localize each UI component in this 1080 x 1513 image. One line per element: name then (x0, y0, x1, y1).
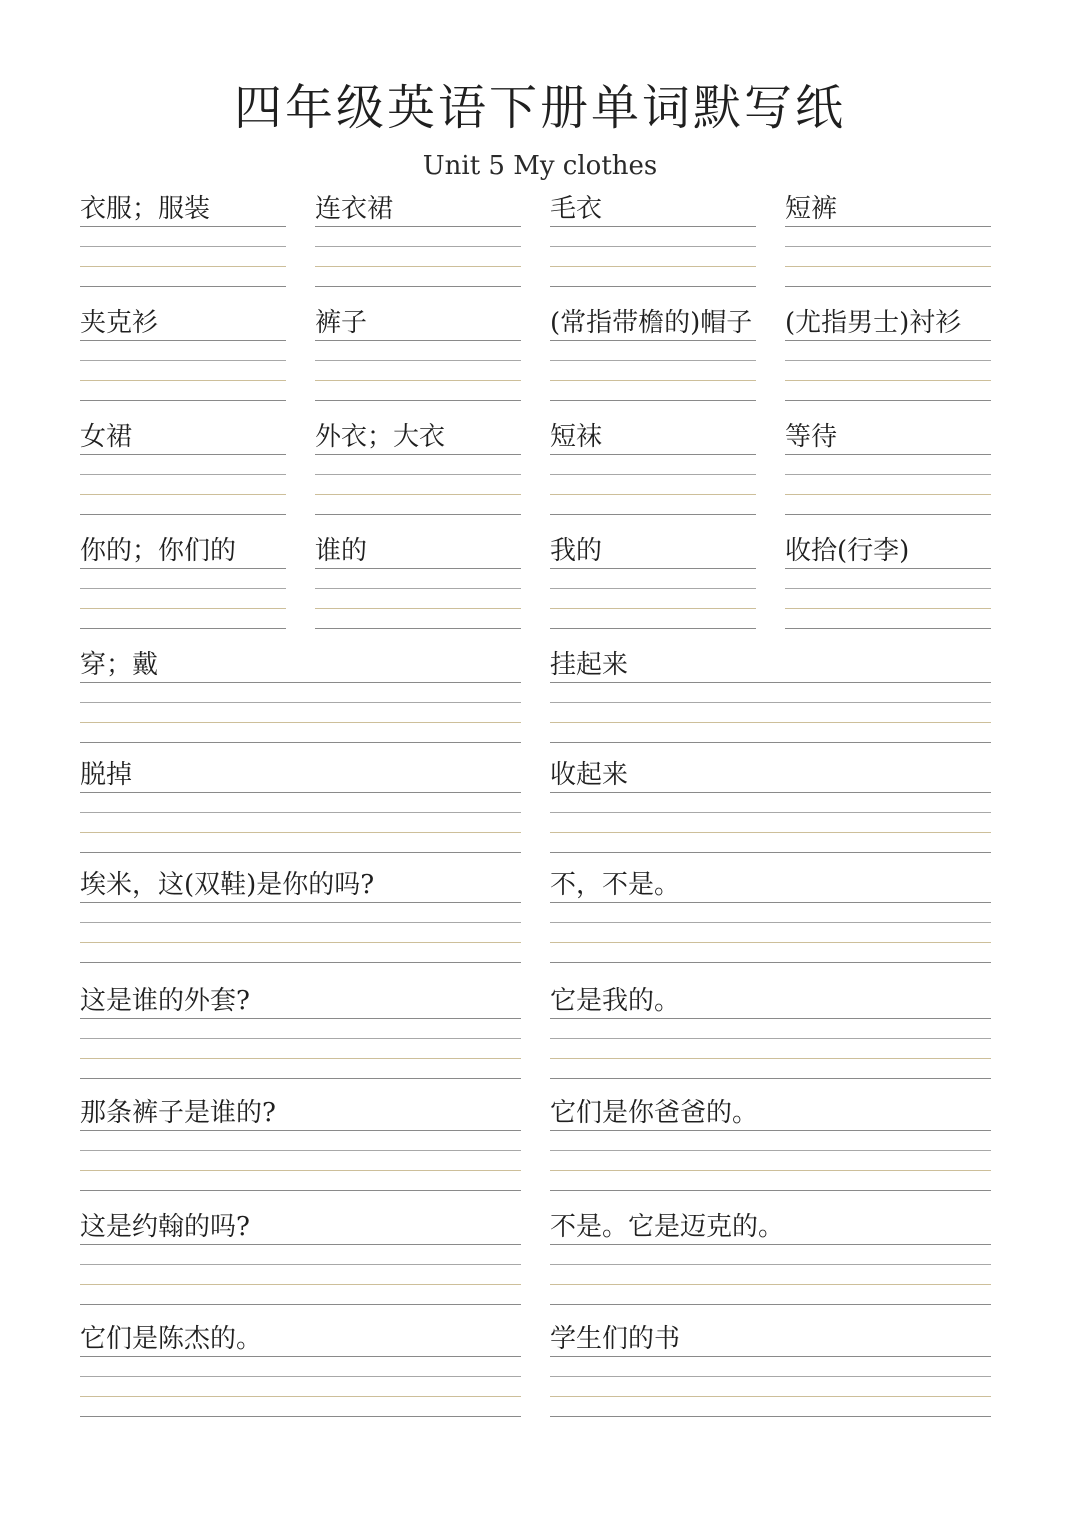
ruled-line (315, 588, 521, 589)
ruled-line (80, 514, 286, 515)
ruled-line (80, 608, 286, 609)
word-cell (315, 416, 521, 526)
ruled-line (550, 246, 756, 247)
ruled-line (550, 1356, 991, 1357)
ruled-line (550, 902, 991, 903)
ruled-line (550, 226, 756, 227)
writing-lines[interactable] (785, 340, 991, 400)
ruled-line (80, 812, 521, 813)
page-subtitle: Unit 5 My clothes (422, 151, 658, 181)
ruled-line (315, 226, 521, 227)
ruled-line (315, 360, 521, 361)
word-cell (785, 530, 991, 640)
ruled-line (785, 514, 991, 515)
ruled-line (550, 266, 756, 267)
ruled-line (80, 922, 521, 923)
ruled-line (80, 494, 286, 495)
ruled-line (550, 1244, 991, 1245)
word-prompt: 短袜 (550, 422, 603, 452)
ruled-line (785, 400, 991, 401)
ruled-line (785, 588, 991, 589)
word-cell (550, 416, 756, 526)
ruled-line (80, 1170, 521, 1171)
word-cell (80, 530, 286, 640)
writing-lines[interactable] (550, 1244, 991, 1304)
ruled-line (80, 568, 286, 569)
ruled-line (80, 340, 286, 341)
ruled-line (785, 340, 991, 341)
writing-lines[interactable] (80, 568, 286, 628)
writing-lines[interactable] (80, 1244, 521, 1304)
ruled-line (315, 608, 521, 609)
ruled-line (80, 1416, 521, 1417)
writing-lines[interactable] (80, 1018, 521, 1078)
ruled-line (550, 962, 991, 963)
ruled-line (785, 286, 991, 287)
ruled-line (80, 1038, 521, 1039)
phrase-cell (80, 1318, 521, 1428)
word-cell (80, 302, 286, 412)
ruled-line (315, 246, 521, 247)
writing-lines[interactable] (80, 454, 286, 514)
writing-lines[interactable] (80, 226, 286, 286)
ruled-line (785, 226, 991, 227)
ruled-line (550, 1284, 991, 1285)
ruled-line (315, 628, 521, 629)
phrase-prompt: 那条裤子是谁的? (80, 1098, 276, 1128)
phrase-prompt: 埃米，这(双鞋)是你的吗? (80, 870, 375, 900)
ruled-line (785, 246, 991, 247)
ruled-line (80, 1376, 521, 1377)
ruled-line (550, 722, 991, 723)
ruled-line (80, 902, 521, 903)
phrase-cell (550, 644, 991, 754)
ruled-line (550, 832, 991, 833)
word-cell (315, 302, 521, 412)
ruled-line (80, 722, 521, 723)
ruled-line (550, 742, 991, 743)
ruled-line (785, 628, 991, 629)
writing-lines[interactable] (550, 1018, 991, 1078)
ruled-line (550, 514, 756, 515)
ruled-line (550, 474, 756, 475)
ruled-line (80, 1190, 521, 1191)
phrase-prompt: 这是谁的外套? (80, 986, 250, 1016)
writing-lines[interactable] (550, 454, 756, 514)
ruled-line (550, 1058, 991, 1059)
word-prompt: 裤子 (315, 308, 368, 338)
word-cell (80, 416, 286, 526)
phrase-prompt: 不，不是。 (550, 870, 681, 900)
writing-lines[interactable] (785, 226, 991, 286)
ruled-line (785, 380, 991, 381)
ruled-line (550, 454, 756, 455)
ruled-line (550, 1190, 991, 1191)
ruled-line (550, 400, 756, 401)
ruled-line (550, 812, 991, 813)
writing-lines[interactable] (315, 226, 521, 286)
ruled-line (80, 1078, 521, 1079)
word-cell (550, 302, 756, 412)
writing-lines[interactable] (80, 340, 286, 400)
ruled-line (80, 1284, 521, 1285)
phrase-cell (80, 864, 521, 974)
ruled-line (550, 286, 756, 287)
phrase-cell (550, 1092, 991, 1202)
ruled-line (785, 474, 991, 475)
writing-lines[interactable] (550, 226, 756, 286)
writing-lines[interactable] (315, 568, 521, 628)
phrase-prompt: 它是我的。 (550, 986, 681, 1016)
phrase-cell (550, 754, 991, 864)
phrase-cell (550, 980, 991, 1090)
ruled-line (785, 494, 991, 495)
writing-lines[interactable] (550, 682, 991, 742)
ruled-line (550, 340, 756, 341)
phrase-cell (550, 1206, 991, 1316)
ruled-line (550, 1416, 991, 1417)
ruled-line (550, 1304, 991, 1305)
phrase-cell (550, 1318, 991, 1428)
ruled-line (80, 1018, 521, 1019)
word-prompt: 等待 (785, 422, 838, 452)
writing-lines[interactable] (80, 1356, 521, 1416)
writing-lines[interactable] (550, 792, 991, 852)
phrase-prompt: 它们是你爸爸的。 (550, 1098, 759, 1128)
ruled-line (550, 942, 991, 943)
word-prompt: 我的 (550, 536, 603, 566)
writing-lines[interactable] (80, 792, 521, 852)
ruled-line (80, 852, 521, 853)
ruled-line (785, 360, 991, 361)
word-prompt: 短裤 (785, 194, 838, 224)
ruled-line (550, 608, 756, 609)
writing-lines[interactable] (550, 902, 991, 962)
writing-lines[interactable] (785, 568, 991, 628)
word-cell (550, 188, 756, 298)
ruled-line (315, 266, 521, 267)
ruled-line (80, 266, 286, 267)
ruled-line (80, 380, 286, 381)
writing-lines[interactable] (550, 1130, 991, 1190)
ruled-line (550, 588, 756, 589)
phrase-prompt: 挂起来 (550, 650, 629, 680)
ruled-line (80, 588, 286, 589)
word-prompt: 收拾(行李) (785, 536, 910, 566)
ruled-line (785, 454, 991, 455)
ruled-line (80, 628, 286, 629)
ruled-line (550, 1170, 991, 1171)
page-title: 四年级英语下册单词默写纸 (233, 80, 846, 136)
phrase-cell (80, 754, 521, 864)
word-cell (315, 188, 521, 298)
ruled-line (80, 702, 521, 703)
ruled-line (550, 360, 756, 361)
ruled-line (315, 568, 521, 569)
word-prompt: 衣服；服装 (80, 194, 211, 224)
phrase-prompt: 学生们的书 (550, 1324, 681, 1354)
ruled-line (80, 246, 286, 247)
ruled-line (80, 962, 521, 963)
phrase-prompt: 这是约翰的吗? (80, 1212, 250, 1242)
ruled-line (80, 1396, 521, 1397)
writing-lines[interactable] (550, 340, 756, 400)
word-prompt: (尤指男士)衬衫 (785, 308, 962, 338)
phrase-prompt: 它们是陈杰的。 (80, 1324, 263, 1354)
ruled-line (315, 514, 521, 515)
ruled-line (80, 400, 286, 401)
ruled-line (80, 1150, 521, 1151)
ruled-line (550, 380, 756, 381)
ruled-line (550, 792, 991, 793)
ruled-line (80, 1356, 521, 1357)
word-prompt: 夹克衫 (80, 308, 159, 338)
writing-lines[interactable] (315, 340, 521, 400)
ruled-line (785, 266, 991, 267)
ruled-line (550, 702, 991, 703)
phrase-prompt: 脱掉 (80, 760, 133, 790)
word-prompt: 谁的 (315, 536, 368, 566)
writing-lines[interactable] (80, 902, 521, 962)
phrase-cell (80, 644, 521, 754)
writing-lines[interactable] (550, 1356, 991, 1416)
word-prompt: 连衣裙 (315, 194, 394, 224)
word-cell (315, 530, 521, 640)
phrase-cell (80, 1206, 521, 1316)
ruled-line (315, 286, 521, 287)
ruled-line (550, 1150, 991, 1151)
phrase-cell (80, 1092, 521, 1202)
ruled-line (315, 380, 521, 381)
word-prompt: 你的；你们的 (80, 536, 237, 566)
ruled-line (785, 608, 991, 609)
ruled-line (80, 454, 286, 455)
ruled-line (550, 852, 991, 853)
phrase-cell (80, 980, 521, 1090)
ruled-line (550, 568, 756, 569)
ruled-line (315, 474, 521, 475)
phrase-prompt: 收起来 (550, 760, 629, 790)
word-cell (80, 188, 286, 298)
writing-lines[interactable] (80, 682, 521, 742)
ruled-line (550, 1264, 991, 1265)
ruled-line (550, 1130, 991, 1131)
ruled-line (315, 494, 521, 495)
word-prompt: (常指带檐的)帽子 (550, 308, 753, 338)
phrase-prompt: 不是。它是迈克的。 (550, 1212, 785, 1242)
ruled-line (550, 1376, 991, 1377)
writing-lines[interactable] (785, 454, 991, 514)
ruled-line (80, 1304, 521, 1305)
ruled-line (80, 792, 521, 793)
ruled-line (550, 1018, 991, 1019)
ruled-line (550, 628, 756, 629)
ruled-line (80, 1244, 521, 1245)
word-cell (785, 188, 991, 298)
ruled-line (785, 568, 991, 569)
ruled-line (315, 340, 521, 341)
phrase-cell (550, 864, 991, 974)
ruled-line (550, 922, 991, 923)
ruled-line (550, 1078, 991, 1079)
word-cell (550, 530, 756, 640)
ruled-line (80, 832, 521, 833)
ruled-line (80, 226, 286, 227)
ruled-line (80, 474, 286, 475)
ruled-line (550, 1396, 991, 1397)
ruled-line (80, 1058, 521, 1059)
ruled-line (80, 1264, 521, 1265)
writing-lines[interactable] (80, 1130, 521, 1190)
ruled-line (80, 742, 521, 743)
ruled-line (80, 1130, 521, 1131)
word-prompt: 毛衣 (550, 194, 603, 224)
word-cell (785, 302, 991, 412)
ruled-line (80, 682, 521, 683)
ruled-line (80, 942, 521, 943)
ruled-line (315, 454, 521, 455)
phrase-prompt: 穿；戴 (80, 650, 159, 680)
ruled-line (550, 1038, 991, 1039)
ruled-line (80, 286, 286, 287)
ruled-line (550, 682, 991, 683)
word-prompt: 外衣；大衣 (315, 422, 446, 452)
word-cell (785, 416, 991, 526)
writing-lines[interactable] (315, 454, 521, 514)
ruled-line (315, 400, 521, 401)
ruled-line (550, 494, 756, 495)
word-prompt: 女裙 (80, 422, 133, 452)
writing-lines[interactable] (550, 568, 756, 628)
ruled-line (80, 360, 286, 361)
